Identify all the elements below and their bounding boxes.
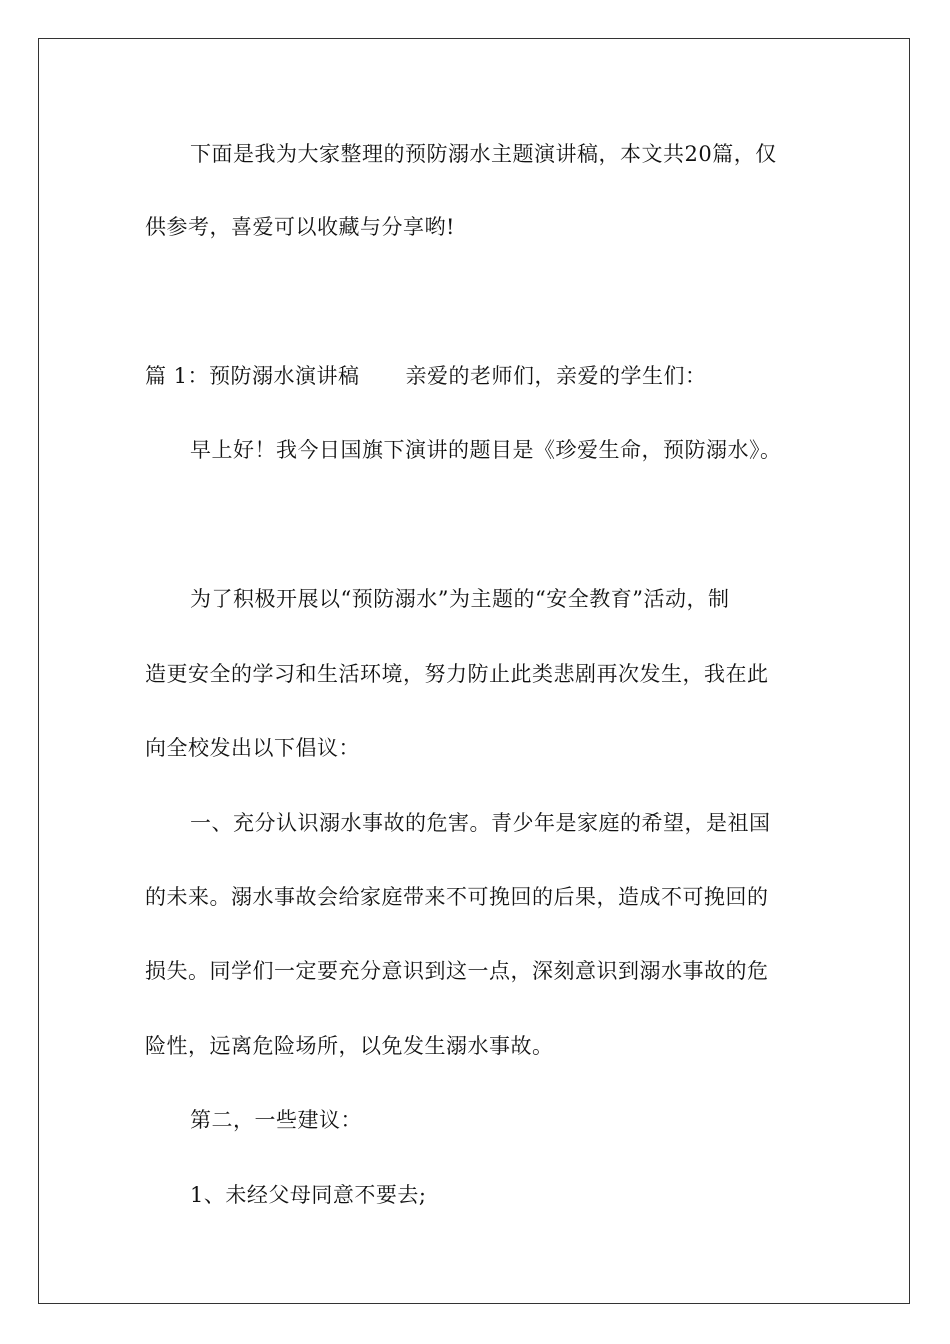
para3-line-1: 第二，一些建议： xyxy=(190,1108,362,1132)
opening-line: 早上好！我今日国旗下演讲的题目是《珍爱生命，预防溺水》。 xyxy=(190,438,782,462)
para4-line-1: 1、未经父母同意不要去; xyxy=(190,1183,427,1207)
para1-line-2: 造更安全的学习和生活环境，努力防止此类悲剧再次发生，我在此 xyxy=(145,662,769,686)
section-heading: 篇 1：预防溺水演讲稿 xyxy=(145,364,360,388)
greeting: 亲爱的老师们，亲爱的学生们： xyxy=(405,364,707,388)
intro-line-2: 供参考，喜爱可以收藏与分享哟! xyxy=(145,215,455,239)
para2-line-2: 的未来。溺水事故会给家庭带来不可挽回的后果，造成不可挽回的 xyxy=(145,885,769,909)
section-heading-row xyxy=(145,362,707,390)
para2-line-3: 损失。同学们一定要充分意识到这一点，深刻意识到溺水事故的危 xyxy=(145,959,769,983)
para2-line-1: 一、充分认识溺水事故的危害。青少年是家庭的希望，是祖国 xyxy=(190,811,771,835)
para1-line-3: 向全校发出以下倡议： xyxy=(145,736,360,760)
para1-line-1: 为了积极开展以“预防溺水”为主题的“安全教育”活动，制 xyxy=(190,587,730,611)
para2-line-4: 险性，远离危险场所，以免发生溺水事故。 xyxy=(145,1034,554,1058)
intro-line-1: 下面是我为大家整理的预防溺水主题演讲稿，本文共20篇，仅 xyxy=(190,142,777,166)
